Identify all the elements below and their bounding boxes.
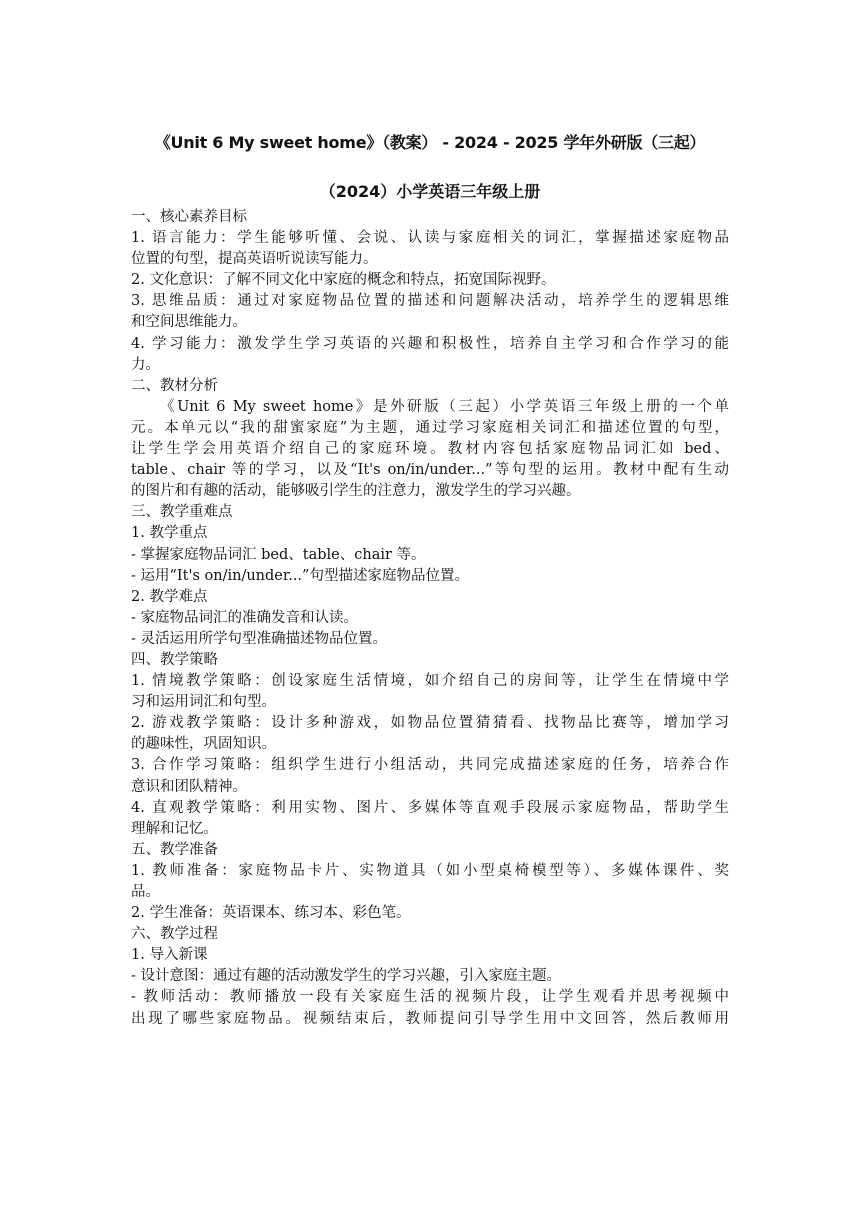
body-line: table、chair 等的学习，以及“It's on/in/under...”等句型的运用。教材中配有生动 bbox=[131, 462, 729, 479]
body-line: 1. 语言能力：学生能够听懂、会说、认读与家庭相关的词汇，掌握描述家庭物品 bbox=[131, 230, 729, 247]
subheading: 1. 导入新课 bbox=[131, 947, 208, 964]
document-title-line-2: （2024）小学英语三年级上册 bbox=[319, 182, 541, 201]
document-page bbox=[131, 132, 729, 1030]
body-line: 的趣味性，巩固知识。 bbox=[131, 736, 276, 753]
body-line: 和空间思维能力。 bbox=[131, 314, 247, 331]
body-line: 4. 直观教学策略：利用实物、图片、多媒体等直观手段展示家庭物品，帮助学生 bbox=[131, 799, 729, 816]
section-heading: 三、教学重难点 bbox=[131, 504, 233, 521]
section-heading: 六、教学过程 bbox=[131, 926, 218, 943]
document-title-line-1: 《Unit 6 My sweet home》（教案） - 2024 - 2025 学年外研版（三起） bbox=[154, 133, 706, 152]
body-line: 位置的句型，提高英语听说读写能力。 bbox=[131, 251, 378, 268]
list-item: - 设计意图：通过有趣的活动激发学生的学习兴趣，引入家庭主题。 bbox=[131, 968, 562, 985]
section-heading: 二、教材分析 bbox=[131, 377, 218, 394]
body-line: 理解和记忆。 bbox=[131, 820, 218, 837]
body-line: 元。本单元以“我的甜蜜家庭”为主题，通过学习家庭相关词汇和描述位置的句型， bbox=[131, 419, 729, 436]
body-line: 3. 思维品质：通过对家庭物品位置的描述和问题解决活动，培养学生的逻辑思维 bbox=[131, 293, 729, 310]
body-line: 2. 文化意识：了解不同文化中家庭的概念和特点，拓宽国际视野。 bbox=[131, 272, 556, 289]
body-line: 2. 学生准备：英语课本、练习本、彩色笔。 bbox=[131, 905, 411, 922]
body-line: 4. 学习能力：激发学生学习英语的兴趣和积极性，培养自主学习和合作学习的能 bbox=[131, 335, 729, 352]
body-line: 力。 bbox=[131, 356, 160, 373]
list-item: - 掌握家庭物品词汇 bed、table、chair 等。 bbox=[131, 546, 426, 563]
body-line: 2. 游戏教学策略：设计多种游戏，如物品位置猜猜看、找物品比赛等，增加学习 bbox=[131, 715, 729, 732]
body-line: 品。 bbox=[131, 884, 160, 900]
body-line: 意识和团队精神。 bbox=[131, 778, 247, 795]
body-line: 1. 教师准备：家庭物品卡片、实物道具（如小型桌椅模型等）、多媒体课件、奖 bbox=[131, 862, 729, 879]
body-line: 3. 合作学习策略：组织学生进行小组活动，共同完成描述家庭的任务，培养合作 bbox=[131, 757, 729, 774]
section-heading: 五、教学准备 bbox=[131, 841, 218, 858]
section-heading: 一、核心素养目标 bbox=[131, 209, 247, 225]
body-line: 习和运用词汇和句型。 bbox=[131, 694, 276, 711]
subheading: 1. 教学重点 bbox=[131, 525, 208, 542]
body-line: 《Unit 6 My sweet home》是外研版（三起）小学英语三年级上册的一个单 bbox=[160, 398, 729, 415]
body-line: 1. 情境教学策略：创设家庭生活情境，如介绍自己的房间等，让学生在情境中学 bbox=[131, 673, 729, 690]
subheading: 2. 教学难点 bbox=[131, 588, 208, 605]
section-heading: 四、教学策略 bbox=[131, 651, 218, 668]
list-item: - 家庭物品词汇的准确发音和认读。 bbox=[131, 609, 359, 626]
body-line: 让学生学会用英语介绍自己的家庭环境。教材内容包括家庭物品词汇如 bed、 bbox=[131, 441, 729, 458]
list-item: - 运用“It's on/in/under...”句型描述家庭物品位置。 bbox=[131, 567, 469, 584]
list-item: - 灵活运用所学句型准确描述物品位置。 bbox=[131, 630, 388, 647]
list-item: - 教师活动：教师播放一段有关家庭生活的视频片段，让学生观看并思考视频中 bbox=[131, 989, 729, 1006]
body-line: 的图片和有趣的活动，能够吸引学生的注意力，激发学生的学习兴趣。 bbox=[131, 483, 581, 500]
body-line: 出现了哪些家庭物品。视频结束后，教师提问引导学生用中文回答，然后教师用 bbox=[131, 1010, 729, 1027]
